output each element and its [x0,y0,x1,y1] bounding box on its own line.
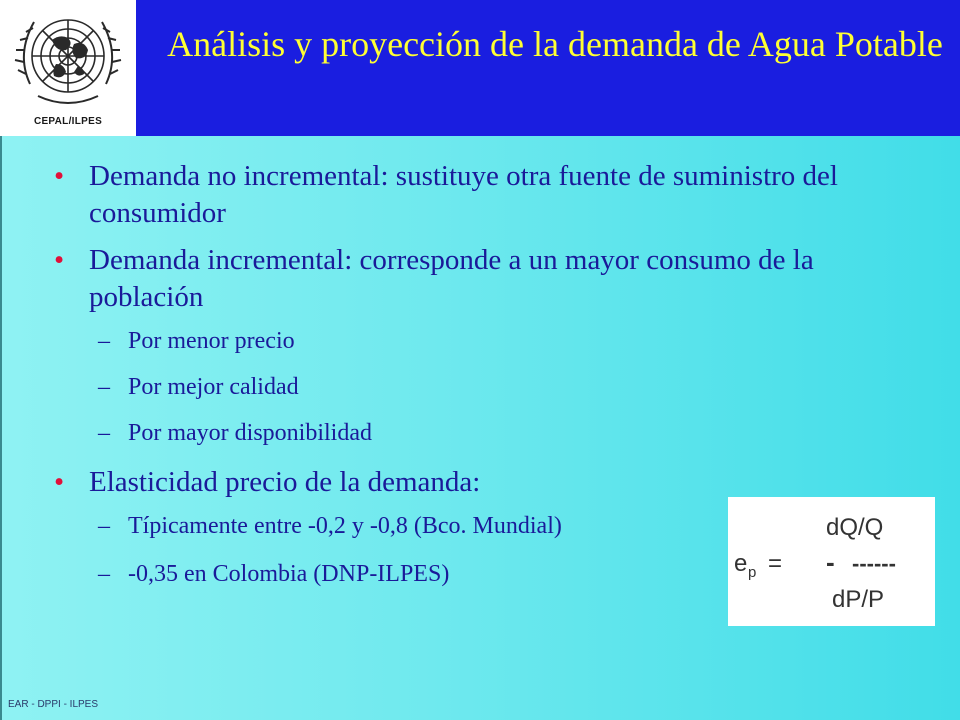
sub-bullet-text: Típicamente entre -0,2 y -0,8 (Bco. Mundial) [128,513,562,539]
dash-icon: – [98,328,110,354]
sub-bullet-text: -0,35 en Colombia (DNP-ILPES) [128,561,450,587]
sub-bullet-text: Por menor precio [128,328,295,354]
formula-graphic [728,497,935,626]
dash-icon: – [98,374,110,400]
formula-minus: - [826,547,835,577]
dash-icon: – [98,420,110,446]
elasticity-formula [728,497,935,626]
bullet-dot-icon: • [54,160,65,192]
sub-bullet-item [60,326,850,356]
bullet-text: Elasticidad precio de la demanda: [89,466,481,498]
title-bar [136,0,960,136]
formula-equals: = [768,550,783,577]
logo [0,0,136,136]
left-edge-divider [0,136,2,720]
footer-text: EAR - DPPI - ILPES [8,699,99,710]
formula-fraction-bar: ------ [852,551,896,576]
bullet-dot-icon: • [54,466,65,498]
formula-denominator: dP/P [832,586,885,613]
formula-lhs-subscript: p [748,564,757,581]
logo-caption: CEPAL/ILPES [33,116,103,127]
slide-title: Análisis y proyección de la demanda de Agua Potable [167,24,943,64]
bullet-dot-icon: • [54,244,65,276]
un-emblem-icon [8,4,128,116]
sub-bullet-text: Por mayor disponibilidad [128,420,372,446]
bullet-item [54,158,850,232]
bullet-text: Demanda no incremental: sustituye otra fuente de suministro del consumidor [89,160,838,229]
sub-bullet-item [60,372,850,402]
bullet-item [54,464,850,501]
bullet-item [54,242,850,316]
formula-numerator: dQ/Q [826,514,884,541]
sub-bullet-text: Por mejor calidad [128,374,299,400]
dash-icon: – [98,561,110,587]
formula-lhs: e [734,550,748,577]
dash-icon: – [98,513,110,539]
sub-bullet-item [60,418,850,448]
bullet-text: Demanda incremental: corresponde a un mayor consumo de la población [89,244,814,313]
